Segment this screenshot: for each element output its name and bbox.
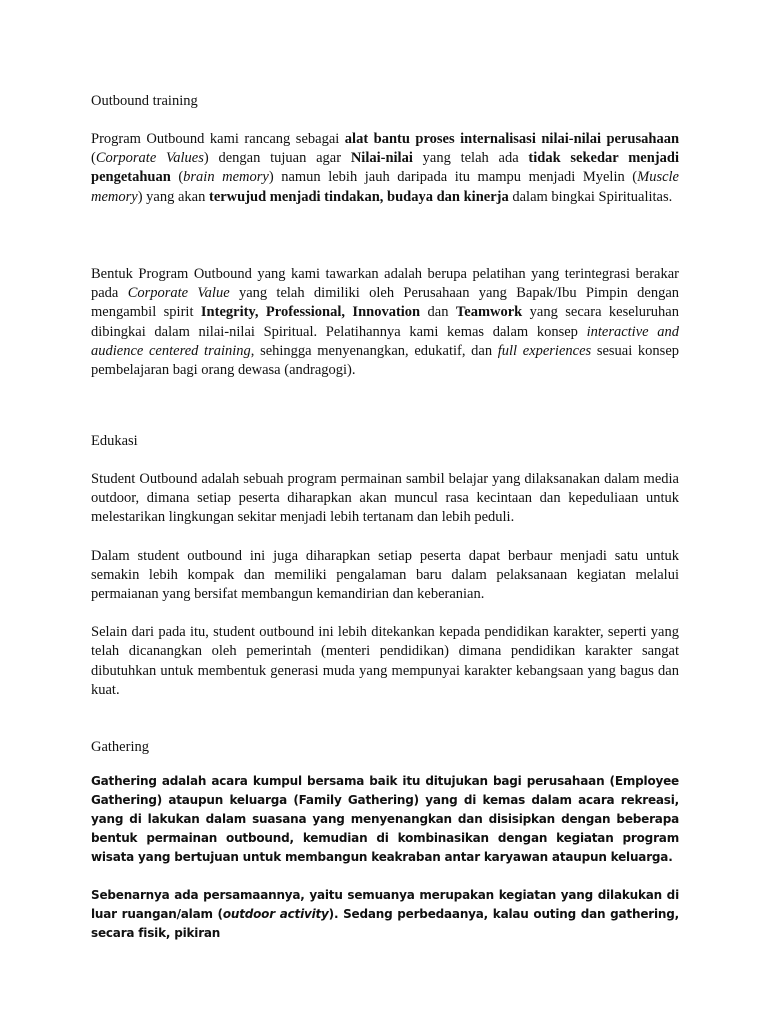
italic-run: Muscle memory bbox=[91, 169, 679, 205]
edukasi-paragraph-1: Student Outbound adalah sebuah program permainan sambil belajar yang dilaksanakan dalam media outdoor, dimana setiap peserta diharapkan akan muncul rasa kecintaan dan kepeduliaan untuk melestarikan lingkungan sekitar menjadi lebih tertanam dan lebih peduli. bbox=[91, 471, 679, 526]
outbound-paragraph-1 bbox=[91, 130, 679, 207]
text-run: Sebenarnya ada persamaannya, yaitu semuanya merupakan kegiatan yang dilakukan di luar ruangan/alam ( bbox=[91, 888, 679, 921]
italic-run: full experiences bbox=[497, 342, 592, 359]
edukasi-body bbox=[91, 470, 679, 700]
bold-run: Integrity, Professional, Innovation bbox=[200, 304, 421, 321]
bold-run: terwujud menjadi tindakan, budaya dan kinerja bbox=[208, 188, 509, 205]
text-run: yang secara keseluruhan dibingkai dalam nilai-nilai Spiritual. Pelatihannya kami kemas dalam konsep bbox=[91, 304, 679, 340]
edukasi-paragraph-3: Selain dari pada itu, student outbound ini lebih ditekankan kepada pendidikan karakter, seperti yang telah dicanangkan oleh pemerintah (menteri pendidikan) dimana pendidikan karakter sangat dibutuhkan untuk membentuk generasi muda yang mempunyai karakter kebangsaan yang bagus dan kuat. bbox=[91, 624, 679, 698]
text-run: dalam bingkai Spiritualitas. bbox=[508, 188, 673, 205]
text-run: ( bbox=[91, 150, 96, 167]
italic-run: brain memory bbox=[183, 169, 269, 186]
edukasi-paragraph-2: Dalam student outbound ini juga diharapkan setiap peserta dapat berbaur menjadi satu untuk semakin lebih kompak dan memiliki pengalaman baru dalam pelaksanaan kegiatan melalui permaianan yang bersifat membangun kemandirian dan keberanian. bbox=[91, 547, 679, 603]
rich-paragraph bbox=[91, 886, 679, 943]
text-run: Program Outbound kami rancang sebagai bbox=[91, 131, 345, 147]
text-run: ( bbox=[170, 169, 184, 186]
bold-run: Nilai-nilai bbox=[350, 150, 413, 167]
gathering-paragraph-1: Gathering adalah acara kumpul bersama baik itu ditujukan bagi perusahaan (Employee Gathering) ataupun keluarga (Family Gathering) yang di kemas dalam acara rekreasi, yang di lakukan dalam suasana yang menyenangkan dan disisipkan dengan beberapa bentuk permainan outbound, kemudian di kombinasikan dengan kegiatan program wisata yang bertujuan untuk membangun keakraban antar karyawan ataupun keluarga. bbox=[91, 774, 679, 864]
text-run: ). Sedang perbedaanya, kalau outing dan gathering, secara fisik, pikiran bbox=[91, 907, 679, 940]
text-run: , sehingga menyenangkan, edukatif, dan bbox=[250, 342, 498, 359]
italic-run: Corporate Value bbox=[127, 285, 230, 302]
italic-run: Corporate Values bbox=[95, 150, 204, 167]
text-run: yang telah ada bbox=[412, 150, 529, 167]
italic-run: outdoor activity bbox=[222, 907, 329, 921]
section-heading-edukasi: Edukasi bbox=[91, 433, 138, 449]
text-run: sesuai konsep pembelajaran bagi orang dewasa (andragogi). bbox=[91, 342, 680, 379]
text-run: ) yang akan bbox=[137, 188, 209, 205]
bold-run: alat bantu proses internalisasi nilai-nilai perusahaan bbox=[344, 131, 680, 147]
bold-run: Teamwork bbox=[455, 304, 523, 321]
section-heading-outbound: Outbound training bbox=[91, 93, 198, 109]
section-heading-gathering: Gathering bbox=[91, 739, 149, 755]
text-run: ) namun lebih jauh daripada itu mampu menjadi Myelin ( bbox=[268, 169, 638, 186]
bold-run: tidak sekedar menjadi pengetahuan bbox=[91, 150, 679, 186]
gathering-body bbox=[91, 772, 679, 943]
text-run: yang telah dimiliki oleh Perusahaan yang Bapak/Ibu Pimpin dengan mengambil spirit bbox=[91, 285, 680, 321]
text-run: ) dengan tujuan agar bbox=[203, 150, 351, 167]
italic-run: interactive and audience centered training bbox=[91, 323, 679, 359]
text-run: dan bbox=[420, 304, 456, 321]
rich-paragraph bbox=[91, 130, 679, 207]
rich-paragraph bbox=[91, 265, 679, 380]
text-run: Bentuk Program Outbound yang kami tawarkan adalah berupa pelatihan yang terintegrasi berakar pada bbox=[91, 266, 679, 302]
outbound-paragraph-2 bbox=[91, 265, 679, 380]
